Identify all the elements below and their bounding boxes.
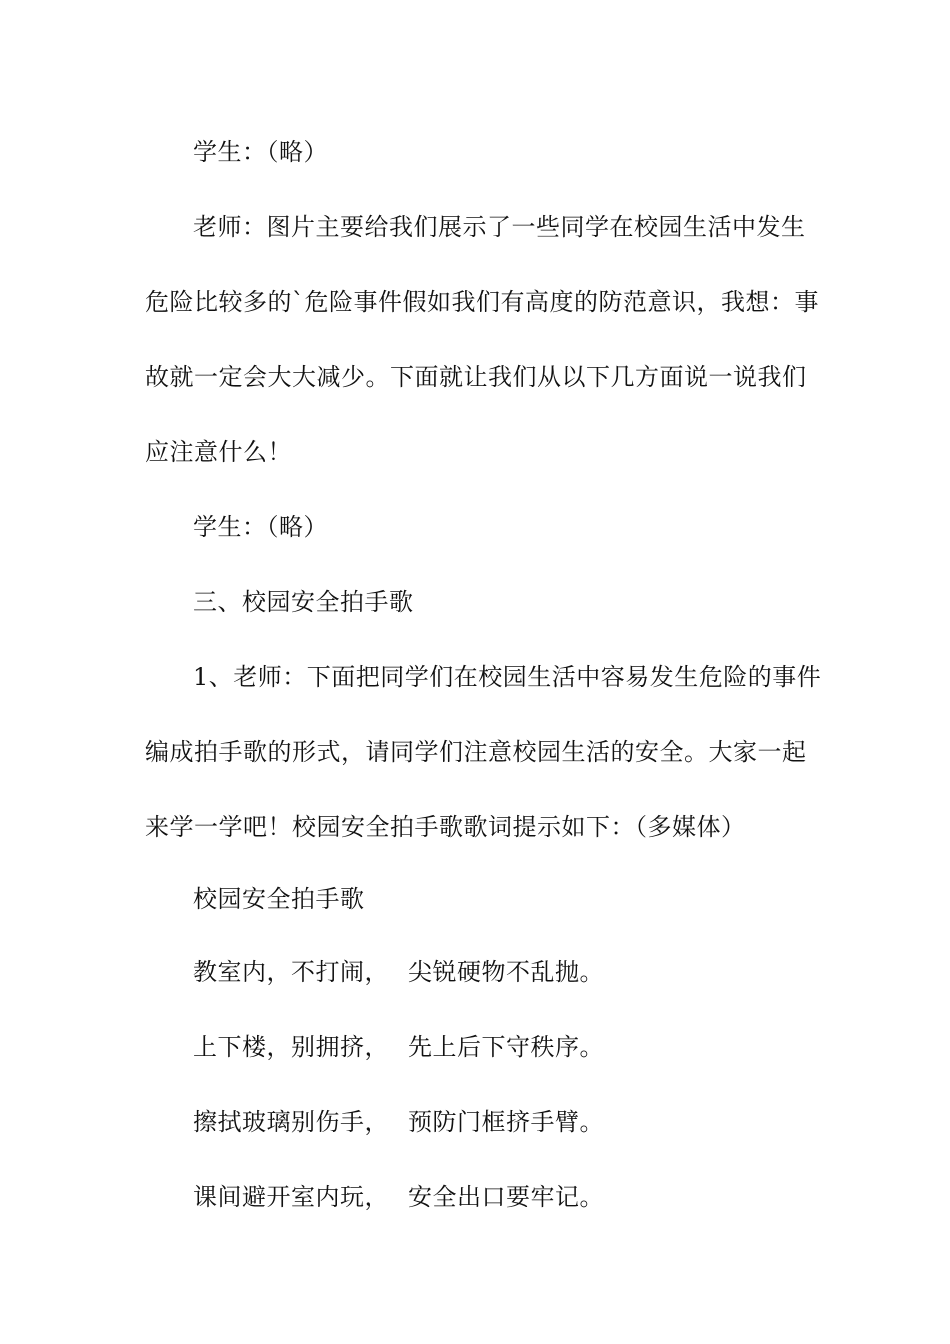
section-heading: 三、校园安全拍手歌 (193, 588, 414, 616)
paragraph-teacher-line-3: 故就一定会大大减少。下面就让我们从以下几方面说一说我们 (145, 363, 807, 391)
song-verse-part-a: 擦拭玻璃别伤手， (193, 1108, 389, 1136)
paragraph-instruction-line-3: 来学一学吧！校园安全拍手歌歌词提示如下：（多媒体） (145, 813, 746, 841)
paragraph-instruction-line-2: 编成拍手歌的形式，请同学们注意校园生活的安全。大家一起 (145, 738, 807, 766)
song-verse-part-b: 安全出口要牢记。 (408, 1183, 604, 1211)
song-verse (193, 957, 604, 987)
paragraph-student-2: 学生：（略） (193, 513, 328, 541)
song-verse-part-a: 上下楼，别拥挤， (193, 1033, 389, 1061)
song-verse-part-b: 先上后下守秩序。 (408, 1033, 604, 1061)
paragraph-teacher-line-1: 老师：图片主要给我们展示了一些同学在校园生活中发生 (193, 213, 806, 241)
paragraph-teacher-line-2: 危险比较多的`危险事件假如我们有高度的防范意识，我想：事 (145, 288, 819, 316)
song-verse (193, 1107, 604, 1137)
song-verse-part-b: 预防门框挤手臂。 (408, 1108, 604, 1136)
song-verse (193, 1182, 604, 1212)
song-verse-part-a: 教室内，不打闹， (193, 958, 389, 986)
paragraph-student-1: 学生：（略） (193, 138, 328, 166)
song-verse (193, 1032, 604, 1062)
song-title: 校园安全拍手歌 (193, 885, 365, 913)
paragraph-instruction-line-1: 1、老师：下面把同学们在校园生活中容易发生危险的事件 (193, 663, 822, 691)
paragraph-teacher-line-4: 应注意什么！ (145, 438, 292, 466)
song-verse-part-a: 课间避开室内玩， (193, 1183, 389, 1211)
song-verse-part-b: 尖锐硬物不乱抛。 (408, 958, 604, 986)
